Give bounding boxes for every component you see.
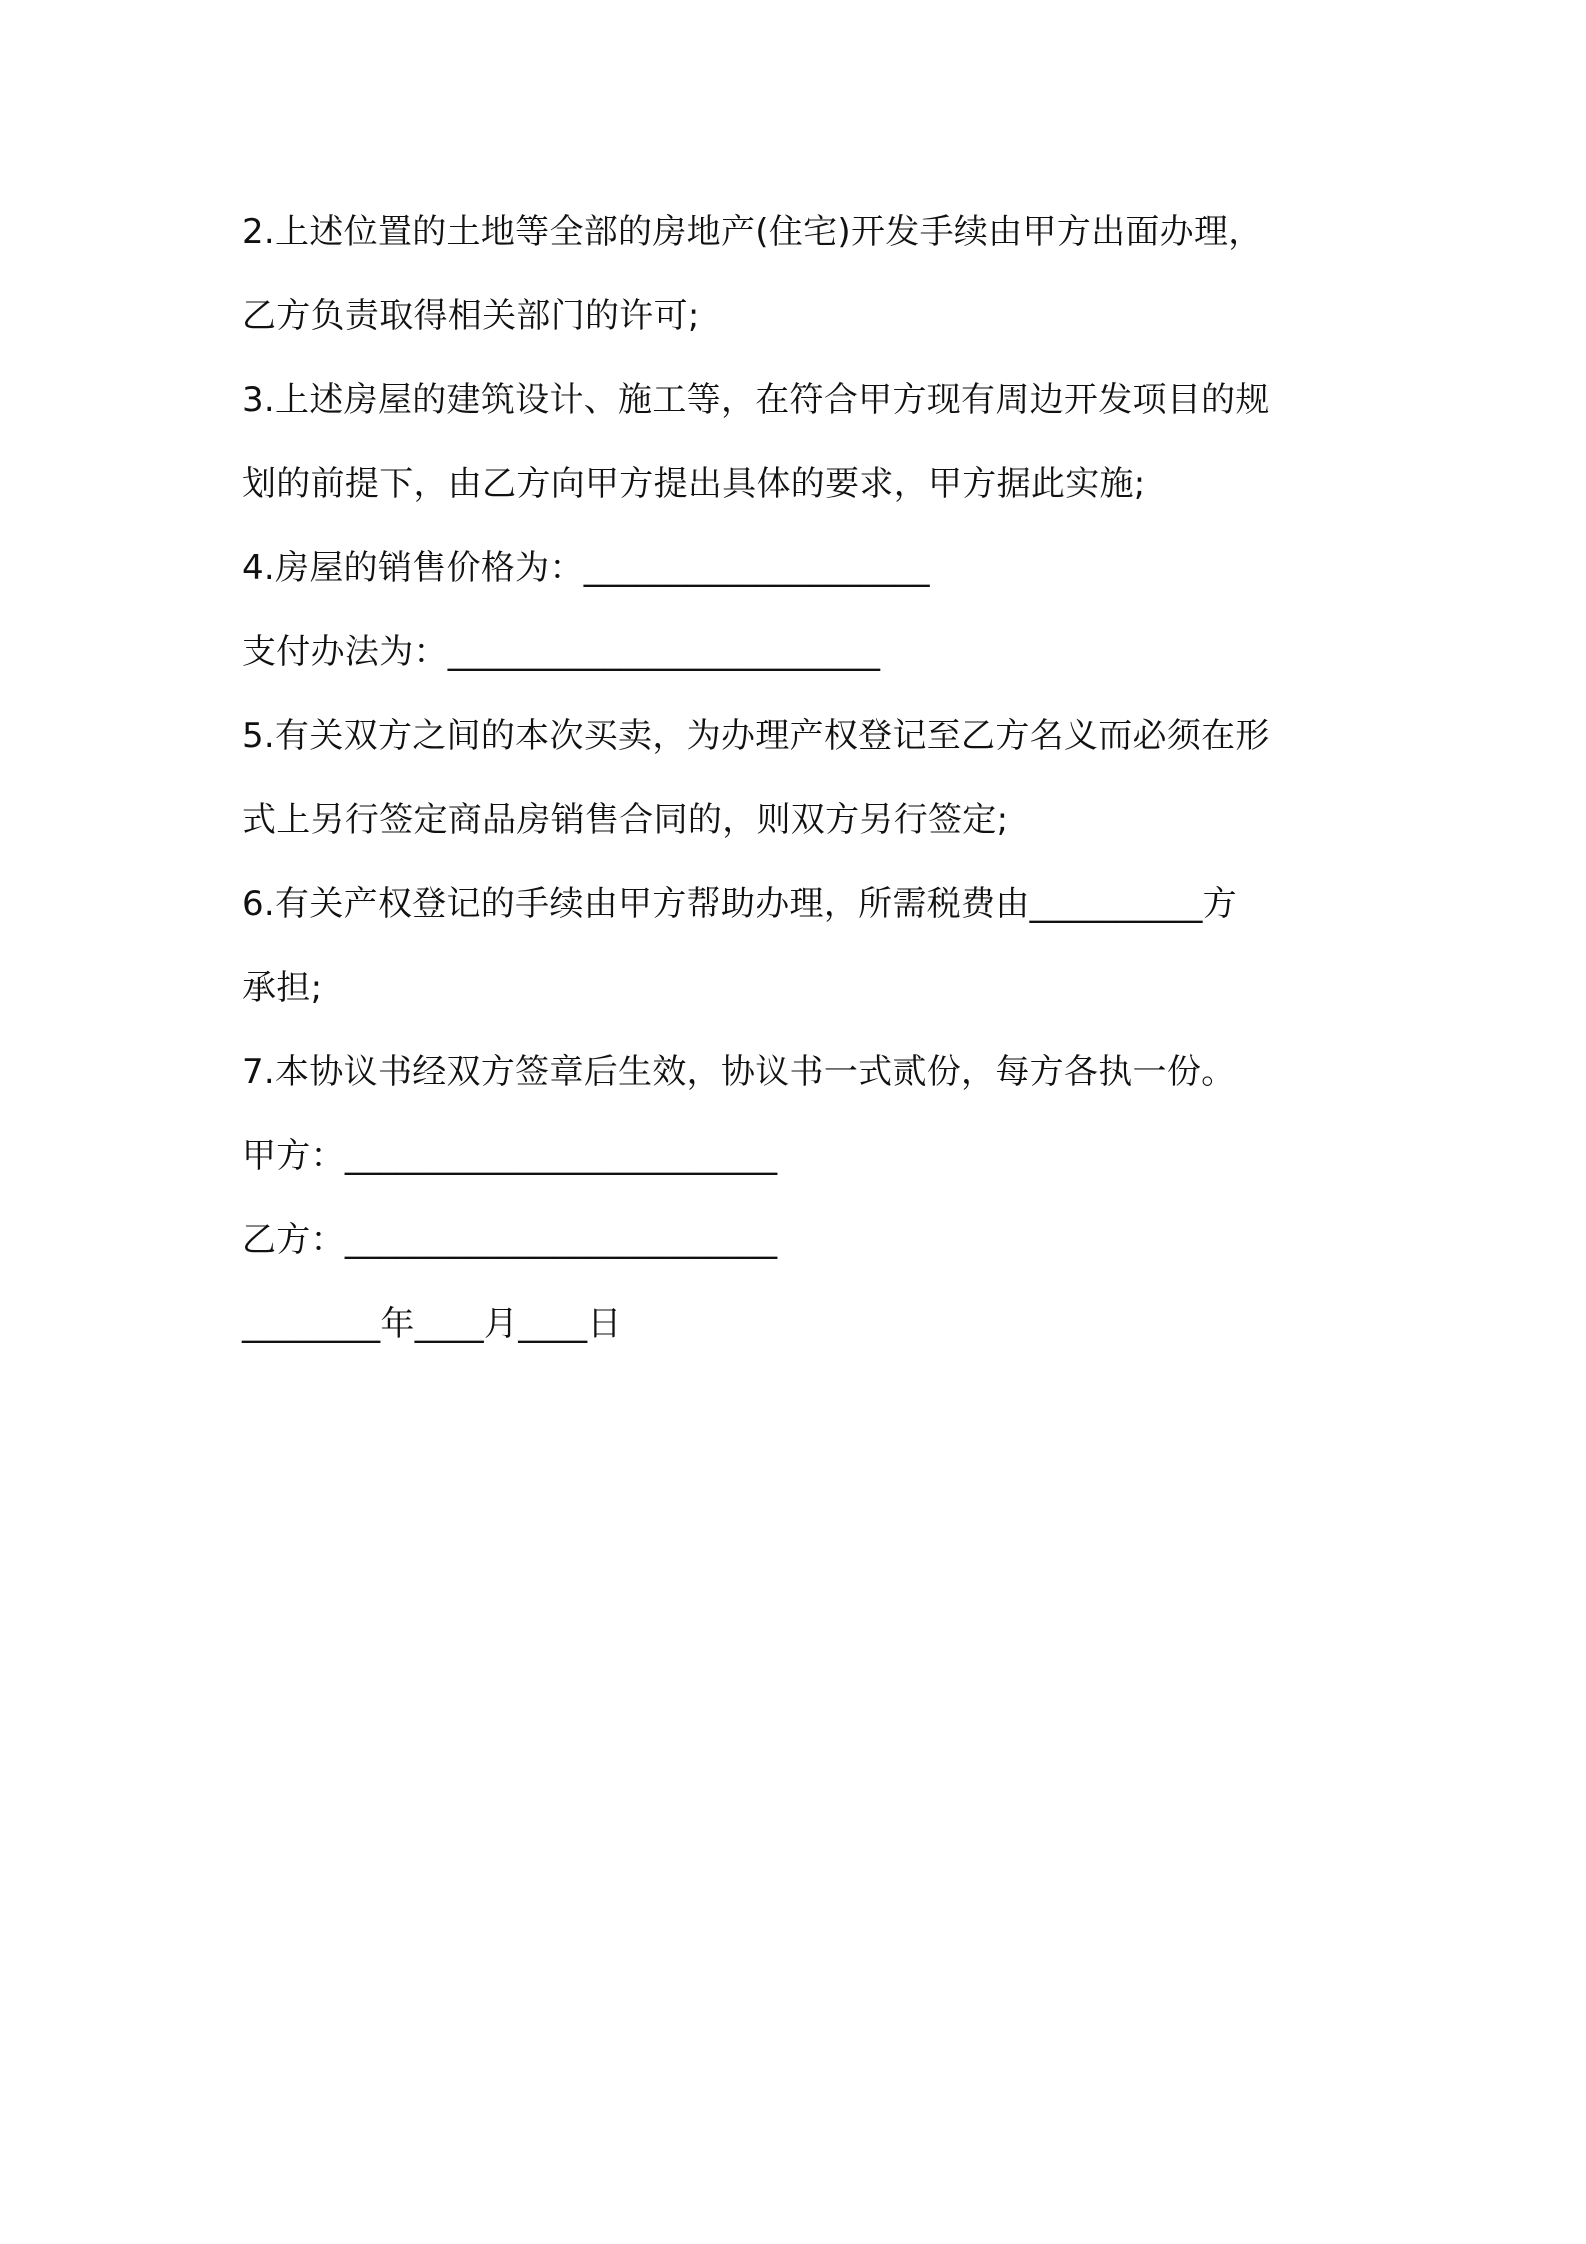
clause-5-line-1: 5.有关双方之间的本次买卖，为办理产权登记至乙方名义而必须在形 bbox=[242, 716, 1270, 756]
party-b-signature-line: 乙方：_________________________ bbox=[242, 1220, 778, 1260]
party-a-signature-line: 甲方：_________________________ bbox=[242, 1136, 778, 1176]
clause-7-line: 7.本协议书经双方签章后生效，协议书一式贰份，每方各执一份。 bbox=[242, 1052, 1236, 1092]
clause-3-line-1: 3.上述房屋的建筑设计、施工等，在符合甲方现有周边开发项目的规 bbox=[242, 380, 1270, 420]
clause-4-payment-line: 支付办法为：_________________________ bbox=[242, 632, 881, 672]
document-body bbox=[242, 196, 1362, 1372]
clause-3-line-2: 划的前提下，由乙方向甲方提出具体的要求，甲方据此实施; bbox=[242, 464, 1146, 504]
date-line: ________年____月____日 bbox=[242, 1304, 622, 1344]
clause-5-line-2: 式上另行签定商品房销售合同的，则双方另行签定; bbox=[242, 800, 1009, 840]
clause-4-price-line: 4.房屋的销售价格为：____________________ bbox=[242, 548, 930, 588]
clause-6-line-1: 6.有关产权登记的手续由甲方帮助办理，所需税费由__________方 bbox=[242, 884, 1237, 924]
clause-2-line-2: 乙方负责取得相关部门的许可; bbox=[242, 296, 700, 336]
clause-2-line-1: 2.上述位置的土地等全部的房地产(住宅)开发手续由甲方出面办理， bbox=[242, 212, 1263, 252]
clause-6-line-2: 承担; bbox=[242, 968, 323, 1008]
